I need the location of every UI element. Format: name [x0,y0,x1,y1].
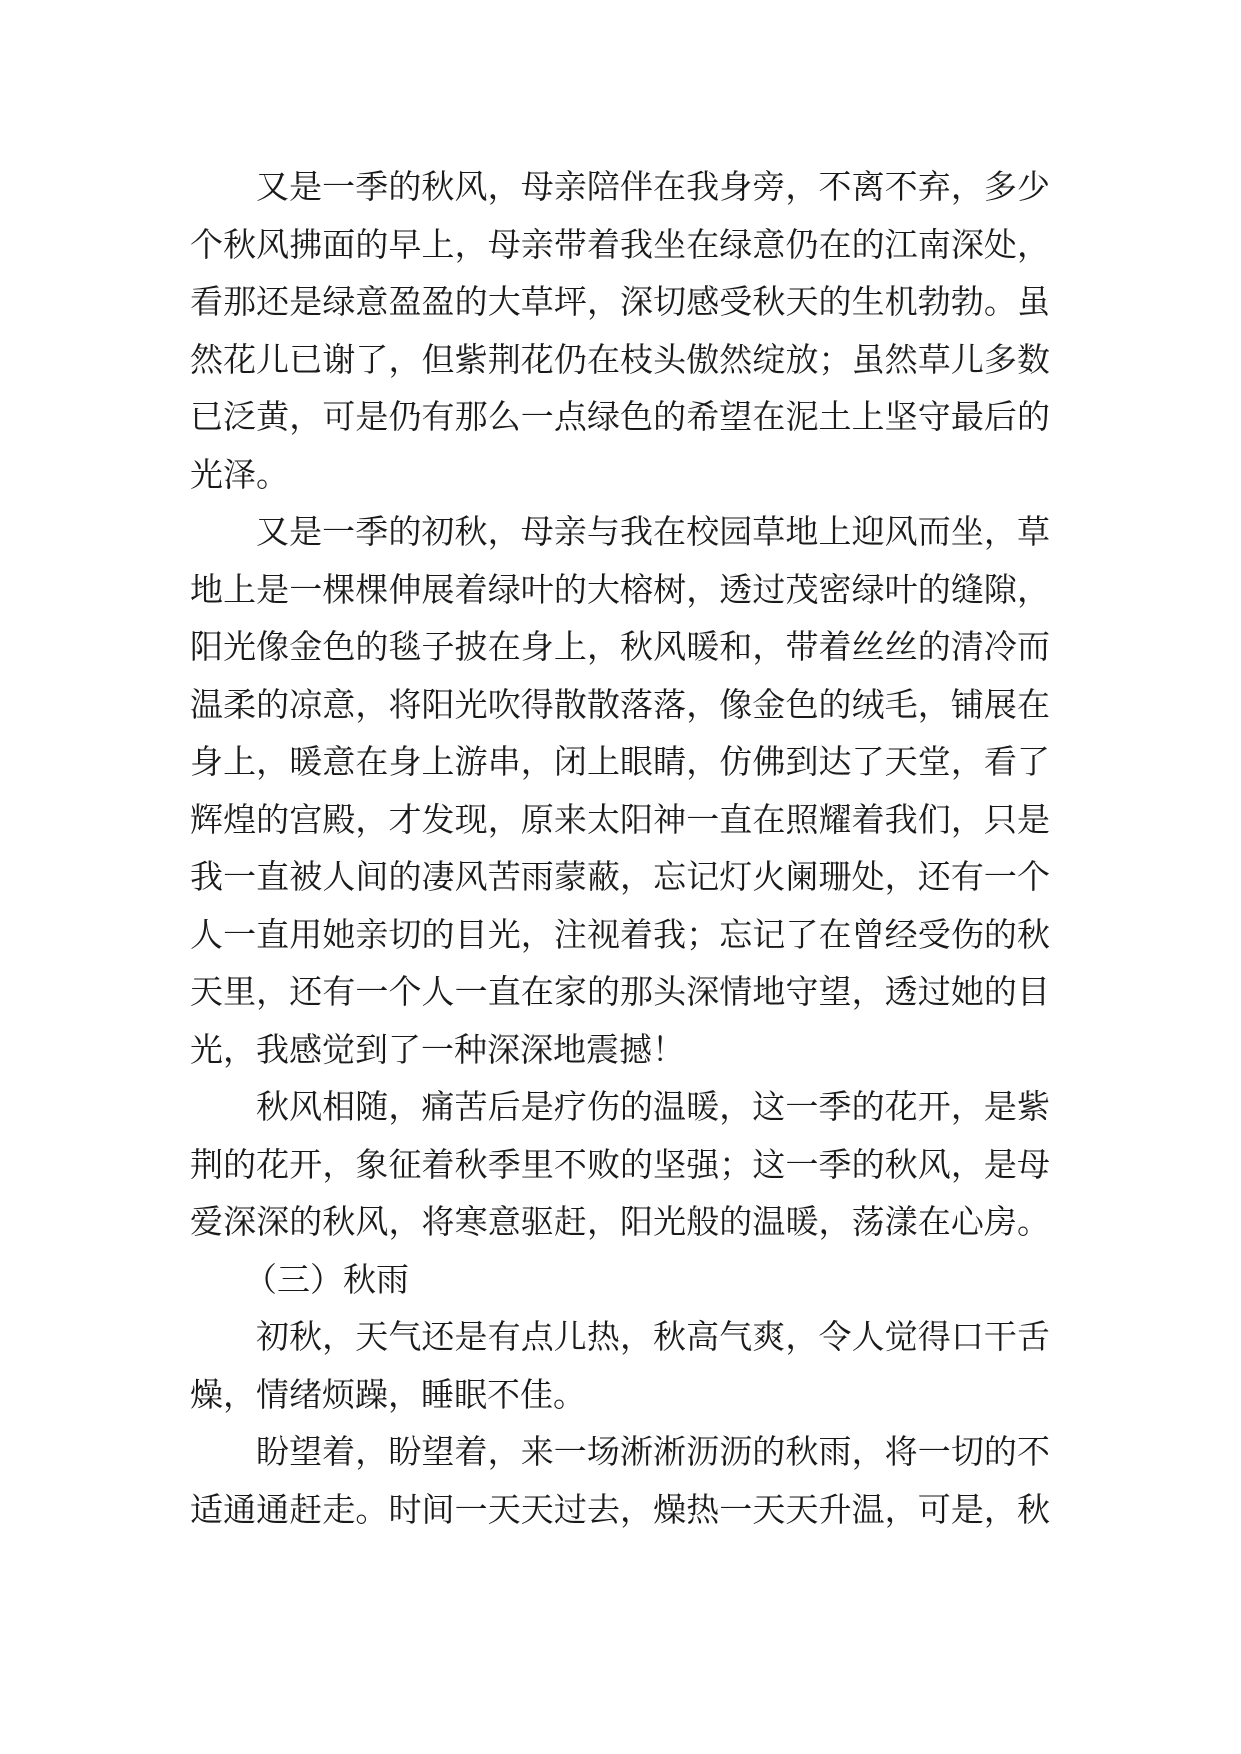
body-text [190,158,1050,1538]
text-line: 辉煌的宫殿，才发现，原来太阳神一直在照耀着我们，只是 [190,799,1050,839]
text-line: 我一直被人间的凄风苦雨蒙蔽，忘记灯火阑珊处，还有一个 [190,857,1050,896]
text-line: 盼望着，盼望着，来一场淅淅沥沥的秋雨，将一切的不 [256,1432,1050,1471]
text-line: 天里，还有一个人一直在家的那头深情地守望，透过她的目 [190,972,1050,1011]
text-line: 地上是一棵棵伸展着绿叶的大榕树，透过茂密绿叶的缝隙， [190,569,1050,609]
text-line: 个秋风拂面的早上，母亲带着我坐在绿意仍在的江南深处， [190,224,1050,264]
text-line: 人一直用她亲切的目光，注视着我；忘记了在曾经受伤的秋 [190,914,1050,954]
text-line: 又是一季的初秋，母亲与我在校园草地上迎风而坐，草 [256,512,1050,551]
text-line: 阳光像金色的毯子披在身上，秋风暖和，带着丝丝的清冷而 [190,627,1050,666]
text-line: 身上，暖意在身上游串，闭上眼睛，仿佛到达了天堂，看了 [190,742,1050,781]
text-line: 光泽。 [190,454,289,494]
section-heading-text: （三）秋雨 [244,1259,409,1299]
text-line: 光，我感觉到了一种深深地震撼！ [190,1029,685,1069]
text-line: 燥，情绪烦躁，睡眠不佳。 [190,1374,586,1414]
text-line: 已泛黄，可是仍有那么一点绿色的希望在泥土上坚守最后的 [190,397,1050,436]
text-line: 秋风相随，痛苦后是疗伤的温暖，这一季的花开，是紫 [256,1087,1050,1126]
text-line: 适通通赶走。时间一天天过去，燥热一天天升温，可是，秋 [190,1489,1050,1529]
text-line: 然花儿已谢了，但紫荆花仍在枝头傲然绽放；虽然草儿多数 [190,339,1050,379]
text-line: 看那还是绿意盈盈的大草坪，深切感受秋天的生机勃勃。虽 [190,282,1050,321]
text-line: 温柔的凉意，将阳光吹得散散落落，像金色的绒毛，铺展在 [190,684,1050,724]
text-line: 初秋，天气还是有点儿热，秋高气爽，令人觉得口干舌 [256,1317,1050,1356]
section-heading [190,1251,1050,1309]
text-line: 爱深深的秋风，将寒意驱赶，阳光般的温暖，荡漾在心房。 [190,1202,1050,1241]
text-line: 又是一季的秋风，母亲陪伴在我身旁，不离不弃，多少 [256,167,1050,206]
text-line: 荆的花开，象征着秋季里不败的坚强；这一季的秋风，是母 [190,1144,1050,1184]
